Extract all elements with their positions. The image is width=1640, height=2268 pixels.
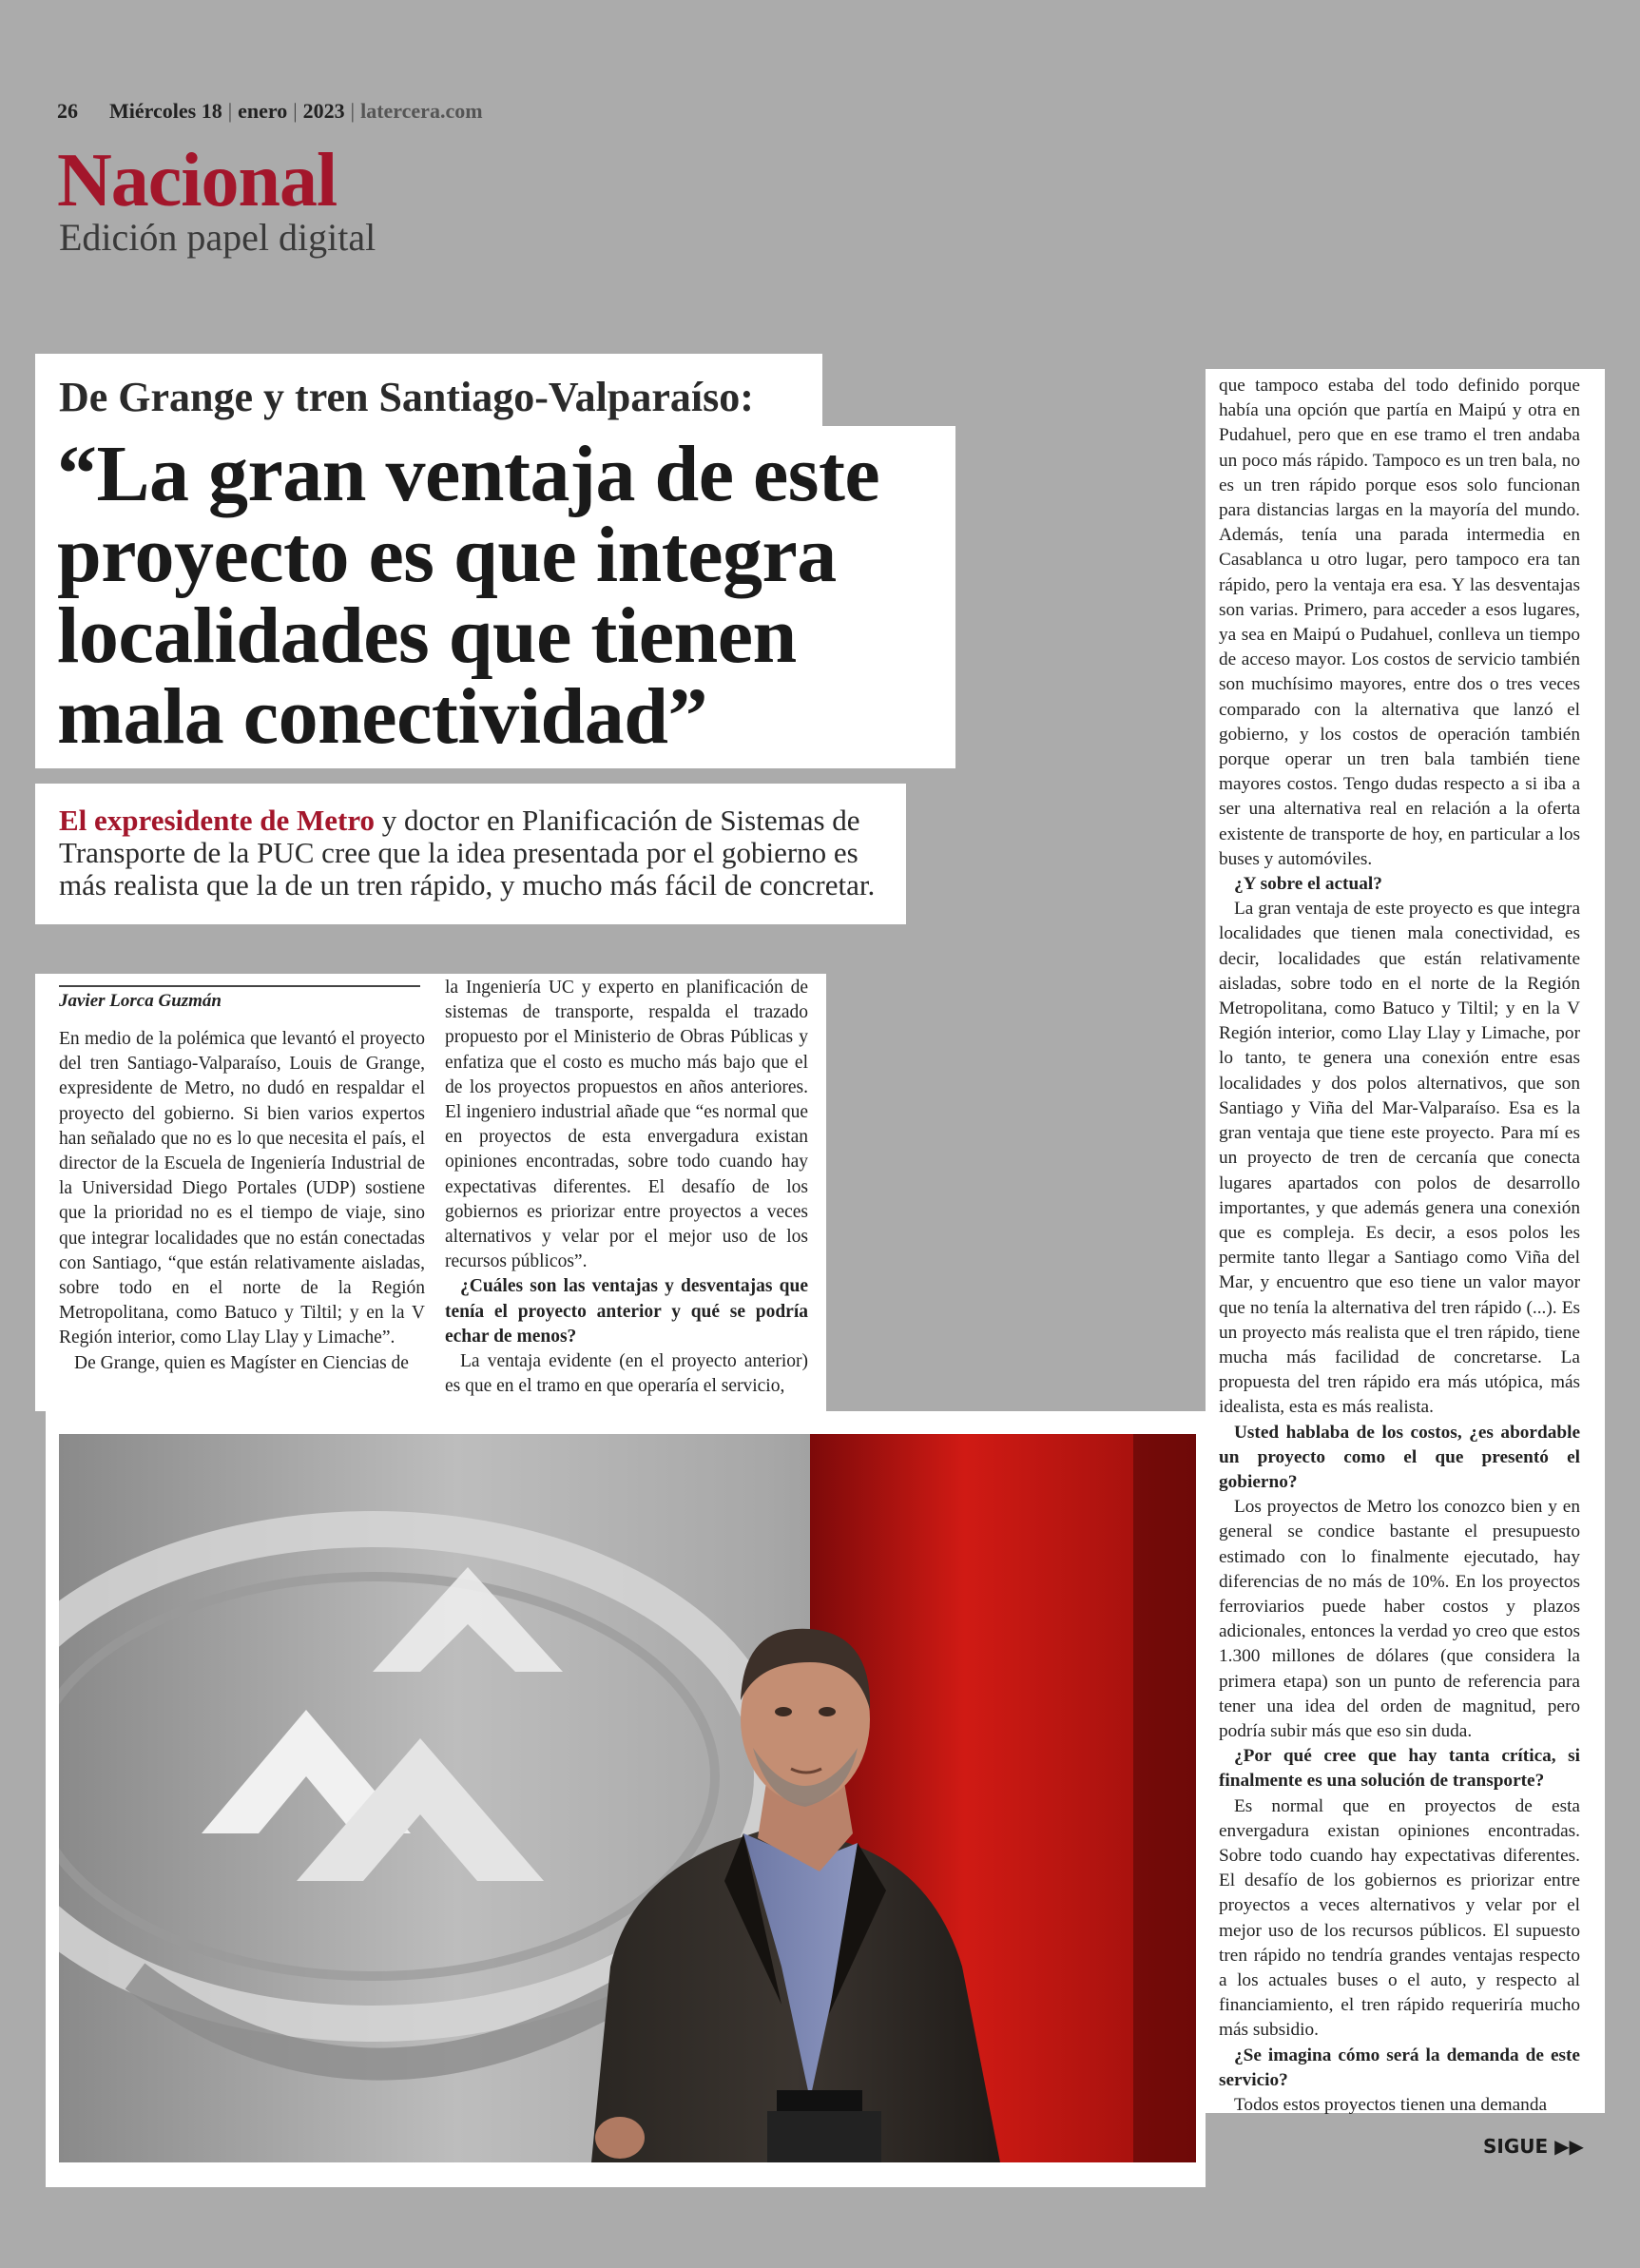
page-header-bar [57,99,483,124]
interview-question: ¿Y sobre el actual? [1234,874,1382,895]
separator: | [350,99,356,123]
date-month: enero [238,99,288,123]
section-title: Nacional [57,139,338,223]
paragraph: Es normal que en proyectos de esta envergadura existan opiniones encontradas. Sobre todo cuando hay expectativas diferentes. El desafío de los gobiernos es priorizar entre proyectos a veces alternativos y velar por el mejor uso de los recursos públicos. El supuesto tren rápido no tendría grandes ventajas respecto a los actuales buses o el auto, y respecto al financiamiento, el tren rápido requeriría mucho más subsidio. [1219,1795,1580,2041]
interview-question: ¿Por qué cree que hay tanta crítica, si finalmente es una solución de transporte? [1219,1746,1580,1792]
article-dek [59,804,896,901]
paragraph: De Grange, quien es Magíster en Ciencias de [74,1352,409,1373]
website-link[interactable]: latercera.com [360,99,483,123]
paragraph: que tampoco estaba del todo definido porque había una opción que partía en Maipú y otra en Pudahuel, pero que en ese tramo el tren andaba un poco más rápido. Tampoco es un tren bala, no es un tren rápido porque esos solo funcionan para distancias largas en la mayoría del mundo. Además, tenía una parada intermedia en Casablanca u otro lugar, pero tampoco era tan rápido, pero la ventaja era esa. Y las desventajas son varias. Primero, para acceder a esos lugares, ya sea en Maipú o Pudahuel, conlleva un tiempo de acceso mayor. Los costos de servicio también son muchísimo mayores, entre dos o tres veces comparado con la alternativa que lanzó el gobierno, y los costos de operación también porque operar un tren bala también tiene mayores costos. Tengo dudas respecto a si iba a ser una alternativa real en relación a la oferta existente de transporte de hoy, en particular a los buses y automóviles. [1219,376,1580,869]
article-headline: “La gran ventaja de este proyecto es que integra localidades que tienen mala conectividad” [57,430,880,761]
interview-question: Usted hablaba de los costos, ¿es abordable un proyecto como el que presentó el gobierno? [1219,1422,1580,1492]
paragraph: Los proyectos de Metro los conozco bien y en general se condice bastante el presupuesto estimado con lo finalmente ejecutado, hay diferencias de no más de 10%. En los proyectos ferroviarios puede haber costos y plazos adicionales, entonces la verdad yo creo que estos 1.300 millones de dólares (que considera la primera etapa) son un punto de referencia para tener una idea del orden de magnitud, pero podría subir más que eso sin duda. [1219,1497,1580,1741]
interview-question: ¿Cuáles son las ventajas y desventajas que tenía el proyecto anterior y qué se podría echar de menos? [445,1276,808,1347]
article-kicker: De Grange y tren Santiago-Valparaíso: [59,374,754,420]
page-number: 26 [57,99,78,123]
dek-text: y doctor en Planificación de Sistemas de Transporte de la PUC cree que la idea presentada por el gobierno es más realista que la de un tren rápido, y mucho más fácil de concretar. [59,804,876,901]
paragraph: la Ingeniería UC y experto en planificación de sistemas de transporte, respalda el trazado propuesto por el Ministerio de Obras Públicas y enfatiza que el costo es mucho más bajo que el de los proyectos propuestos en años anteriores. El ingeniero industrial añade que “es normal que en proyectos de esta envergadura existan opiniones encontradas, sobre todo cuando hay expectativas diferentes. El desafío de los gobiernos es priorizar entre proyectos a veces alternativos y velar por el mejor uso de los recursos públicos”. [445,978,808,1272]
portrait-illustration [59,1434,1196,2162]
body-column-1 [59,1027,425,1376]
separator: | [293,99,298,123]
interview-question: ¿Se imagina cómo será la demanda de este servicio? [1219,2045,1580,2090]
paragraph: Todos estos proyectos tienen una demanda [1234,2095,1548,2116]
separator: | [227,99,233,123]
body-column-3 [1219,374,1580,2118]
article-photo [59,1434,1196,2162]
paragraph: La gran ventaja de este proyecto es que integra localidades que tienen mala conectividad, es decir, localidades que están relativamente aisladas, sobre todo en el norte de la Región Metropolitana, como Batuco y Tiltil; y en la V Región interior, como Llay Llay y Limache, por lo tanto, te genera una conexión entre esas localidades y dos polos alternativos, que son Santiago y Viña del Mar-Valparaíso. Esa es la gran ventaja que tiene este proyecto. Para mí es un proyecto de tren de cercanía que conecta lugares apartados con polos de desarrollo importantes, y que además genera una conexión que es compleja. Es decir, a esos polos les permite tanto llegar a Santiago como Viña del Mar, y encuentro que eso tiene un valor mayor que no tenía la alternativa del tren rápido (...). Es un proyecto más realista que el tren rápido, tiene mucha más facilidad de concretarse. La propuesta del tren rápido era más utópica, más idealista, esta es más realista. [1219,899,1580,1418]
paragraph: En medio de la polémica que levantó el proyecto del tren Santiago-Valparaíso, Louis de Grange, expresidente de Metro, no dudó en respaldar el proyecto del gobierno. Si bien varios expertos han señalado que no es lo que necesita el país, el director de la Escuela de Ingeniería Industrial de la Universidad Diego Portales (UDP) sostiene que la prioridad no es el tiempo de viaje, sino que integrar localidades que no están conectadas con Santiago, “que están relativamente aisladas, sobre todo en el norte de la Región Metropolitana, como Batuco y Tiltil; y en la V Región interior, como Llay Llay y Limache”. [59,1029,425,1348]
body-column-2 [445,976,808,1399]
byline: Javier Lorca Guzmán [59,985,420,1012]
edition-label: Edición papel digital [59,216,376,259]
date-year: 2023 [302,99,345,123]
dek-highlight: El expresidente de Metro [59,804,376,837]
paragraph: La ventaja evidente (en el proyecto anterior) es que en el tramo en que operaría el servicio, [445,1351,808,1397]
continue-indicator: SIGUE ▶▶ [1483,2135,1584,2158]
date-weekday: Miércoles 18 [109,99,222,123]
